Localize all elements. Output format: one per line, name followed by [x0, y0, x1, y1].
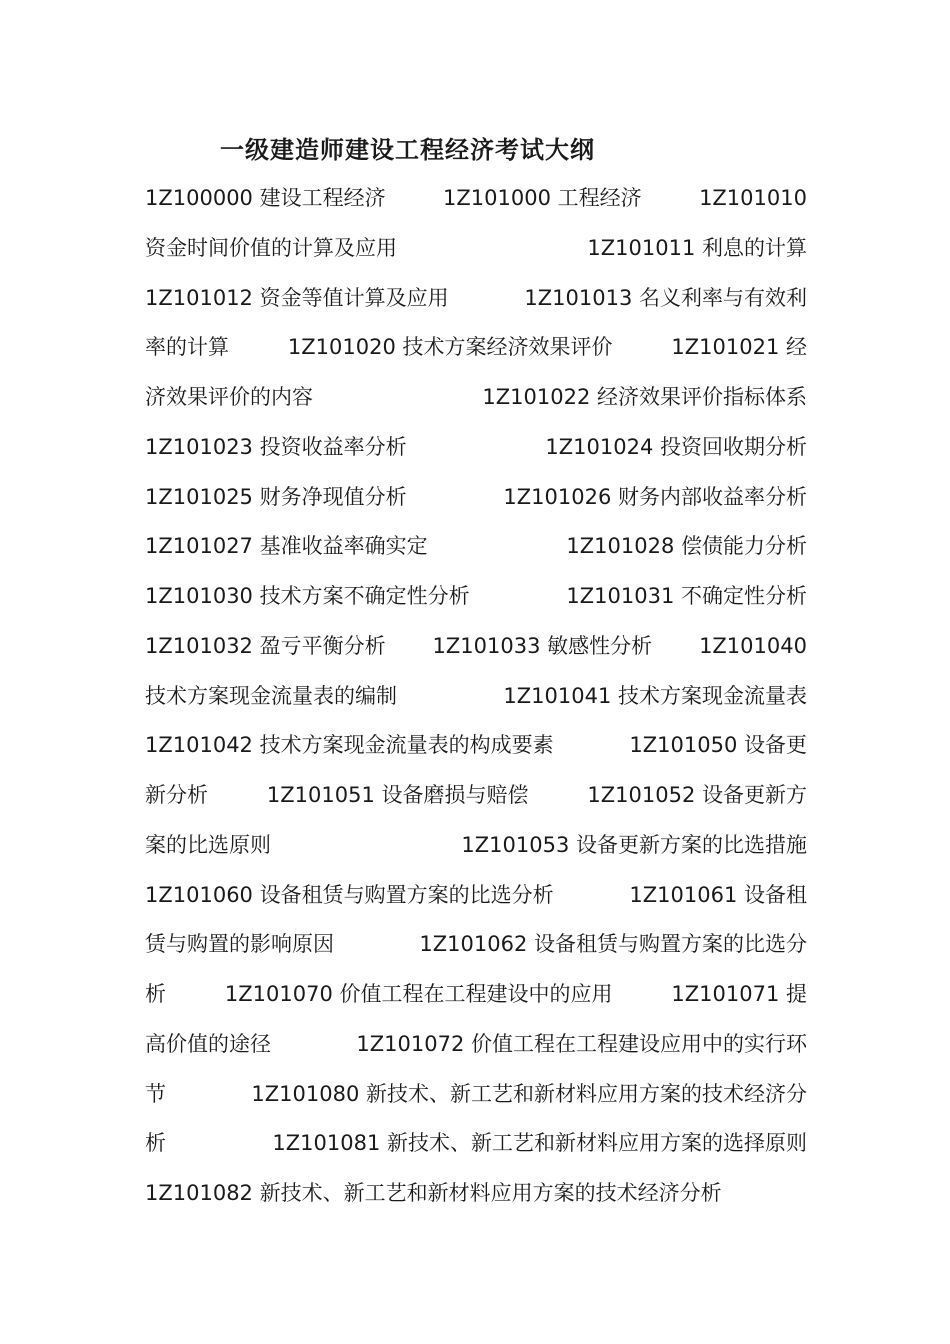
text-line [145, 727, 807, 777]
text-line [145, 1175, 807, 1225]
text-segment: 1Z101042 技术方案现金流量表的构成要素 [145, 733, 554, 758]
text-segment: 1Z101053 设备更新方案的比选措施 [461, 832, 807, 857]
text-line [145, 628, 807, 678]
text-line [145, 1026, 807, 1076]
text-segment: 析 [145, 1131, 166, 1156]
text-line [145, 1125, 807, 1175]
text-line [145, 329, 807, 379]
text-segment: 1Z101033 敏感性分析 [432, 633, 653, 658]
text-segment: 1Z101071 提 [671, 982, 807, 1006]
text-segment: 1Z101021 经 [671, 335, 807, 360]
text-segment: 1Z101051 设备磨损与赔偿 [266, 783, 529, 807]
text-segment: 析 [145, 982, 166, 1006]
text-segment: 1Z101028 偿债能力分析 [566, 534, 807, 559]
text-segment: 1Z101012 资金等值计算及应用 [145, 285, 449, 310]
text-segment: 1Z101027 基准收益率确实定 [145, 534, 428, 559]
text-segment: 案的比选原则 [145, 832, 271, 857]
text-segment: 1Z101082 新技术、新工艺和新材料应用方案的技术经济分析 [145, 1181, 722, 1205]
text-segment: 1Z101041 技术方案现金流量表 [503, 683, 807, 708]
text-segment: 1Z101000 工程经济 [443, 186, 642, 210]
document-title: 一级建造师建设工程经济考试大纲 [220, 136, 595, 164]
text-segment: 1Z101010 [699, 186, 807, 210]
text-segment: 1Z101013 名义利率与有效利 [524, 285, 807, 310]
text-segment: 1Z101080 新技术、新工艺和新材料应用方案的技术经济分 [251, 1081, 807, 1106]
text-line [145, 280, 807, 330]
text-segment: 1Z101023 投资收益率分析 [145, 434, 407, 459]
text-line [145, 528, 807, 578]
text-segment: 1Z101026 财务内部收益率分析 [503, 484, 807, 509]
text-line [145, 429, 807, 479]
text-line [145, 777, 807, 827]
text-line [145, 827, 807, 877]
text-segment: 1Z101070 价值工程在工程建设中的应用 [224, 982, 613, 1006]
text-line [145, 926, 807, 976]
text-segment: 1Z101030 技术方案不确定性分析 [145, 584, 470, 608]
text-line [145, 479, 807, 529]
text-segment: 资金时间价值的计算及应用 [145, 235, 397, 260]
text-segment: 赁与购置的影响原因 [145, 932, 334, 957]
text-segment: 济效果评价的内容 [145, 385, 313, 409]
text-segment: 1Z101052 设备更新方 [587, 783, 807, 807]
text-line [145, 976, 807, 1026]
text-segment: 1Z101032 盈亏平衡分析 [145, 633, 386, 658]
text-segment: 技术方案现金流量表的编制 [145, 683, 397, 708]
text-segment: 1Z101031 不确定性分析 [566, 584, 807, 608]
text-segment: 1Z101020 技术方案经济效果评价 [287, 335, 613, 360]
text-segment: 1Z101060 设备租赁与购置方案的比选分析 [145, 882, 554, 907]
text-segment: 1Z101011 利息的计算 [587, 235, 807, 260]
text-segment: 高价值的途径 [145, 1031, 271, 1056]
text-segment: 1Z101081 新技术、新工艺和新材料应用方案的选择原则 [272, 1131, 807, 1156]
text-line [145, 1076, 807, 1126]
text-segment: 1Z101024 投资回收期分析 [545, 434, 807, 459]
text-line [145, 578, 807, 628]
text-segment: 节 [145, 1081, 166, 1106]
text-line [145, 230, 807, 280]
text-segment: 1Z100000 建设工程经济 [145, 186, 386, 210]
text-segment: 1Z101072 价值工程在工程建设应用中的实行环 [356, 1031, 807, 1056]
text-segment: 率的计算 [145, 335, 229, 360]
text-line [145, 877, 807, 927]
text-segment: 1Z101062 设备租赁与购置方案的比选分 [419, 932, 807, 957]
text-segment: 1Z101025 财务净现值分析 [145, 484, 407, 509]
document-body [145, 180, 807, 1225]
text-segment: 新分析 [145, 783, 208, 807]
text-line [145, 678, 807, 728]
text-segment: 1Z101061 设备租 [629, 882, 807, 907]
text-line [145, 379, 807, 429]
text-segment: 1Z101040 [699, 633, 807, 658]
text-line [145, 180, 807, 230]
text-segment: 1Z101022 经济效果评价指标体系 [482, 385, 807, 409]
text-segment: 1Z101050 设备更 [629, 733, 807, 758]
